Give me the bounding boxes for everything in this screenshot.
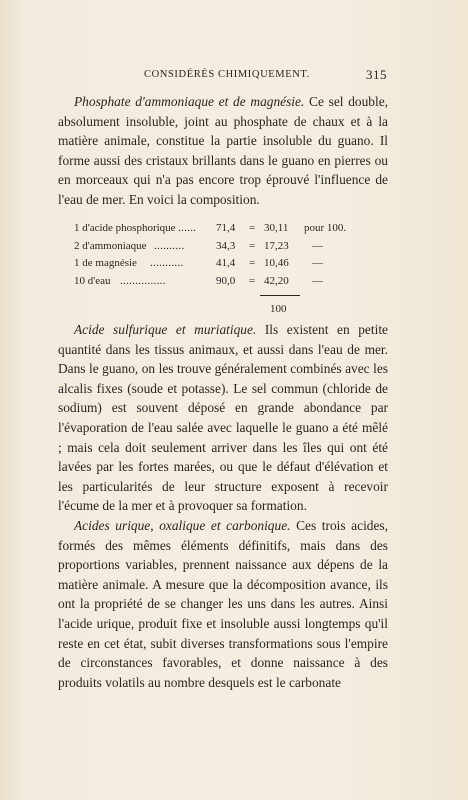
paragraph-heading: Phosphate d'ammoniaque et de magnésie. xyxy=(74,94,305,109)
component-label: 10 d'eau xyxy=(74,274,111,287)
paragraph-acids-uric xyxy=(58,516,388,692)
percent-suffix: — xyxy=(312,274,323,287)
paragraph-body: Ils existent en petite quantité dans les tissus animaux, et aussi dans l'eau de mer. Dans le guano, on les trouve généralement combinés avec les alcalis fixes (soude et potasse). Le sel commun (chloride de sodium) est souvent déposé en grande abondance par l'évaporation de l'eau salée avec laquelle le guano a été mêlé ; mais cela doit seulement arriver dans les îles qui ont été lavées par les fortes marées, ou que le défaut d'élévation et les particularités de leur structure exposent à recevoir l'écume de la mer et à provoquer sa formation. xyxy=(58,322,388,514)
equals-sign: = xyxy=(249,239,256,252)
component-label: 1 de magnésie xyxy=(74,257,137,270)
component-percent: 42,20 xyxy=(264,274,289,287)
paragraph-acids-sulfuric xyxy=(58,320,388,516)
leader-dots: ........... xyxy=(150,257,184,270)
component-label: 2 d'ammoniaque xyxy=(74,239,147,252)
table-row xyxy=(74,255,374,273)
component-percent: 17,23 xyxy=(264,239,289,252)
equals-sign: = xyxy=(249,222,256,234)
leader-dots: ............... xyxy=(120,274,166,287)
table-row xyxy=(74,273,374,291)
paragraph-body: Ce sel double, absolument insoluble, joint au phosphate de chaux et à la matière animale, constitue la partie insoluble du guano. Il forme aussi des cristaux brillants dans le guano en pierres ou en morceaux qui n'a pas encore trop éprouvé l'influence de l'eau de mer. En voici la composition. xyxy=(58,94,388,207)
component-amount: 34,3 xyxy=(216,239,236,252)
composition-table xyxy=(74,220,374,315)
component-amount: 71,4 xyxy=(216,222,236,234)
leader-dots: .......... xyxy=(154,239,185,252)
page-number: 315 xyxy=(366,67,387,82)
component-label: 1 d'acide phosphorique xyxy=(74,222,176,234)
paragraph-heading: Acide sulfurique et muriatique. xyxy=(74,322,257,337)
component-percent: 10,46 xyxy=(264,257,289,270)
component-amount: 41,4 xyxy=(216,257,236,270)
component-amount: 90,0 xyxy=(216,274,236,287)
composition-total: 100 xyxy=(270,303,287,315)
body-text xyxy=(58,320,388,692)
table-row xyxy=(74,238,374,256)
equals-sign: = xyxy=(249,257,256,270)
running-title: CONSIDÉRÉS CHIMIQUEMENT. xyxy=(144,69,310,80)
percent-suffix: — xyxy=(312,239,323,252)
component-percent: 30,11 xyxy=(264,222,289,234)
paragraph-heading: Acides urique, oxalique et carbonique. xyxy=(74,517,291,533)
equals-sign: = xyxy=(249,274,256,287)
percent-suffix: pour 100. xyxy=(304,222,347,234)
total-rule xyxy=(260,295,300,296)
paragraph-body: Ces trois acides, formés des mêmes éléments définitifs, mais dans des proportions variables, prennent naissance aux dépens de la matière animale. A mesure que la décomposition avance, ils ont la propriété de se changer les uns dans les autres. Ainsi l'acide urique, produit fixe et insoluble aussi longtemps qu'il reste en cet état, subit diverses transformations sous l'empire de circonstances favorables, et donne naissance à des produits volatils au nombre desquels est le carbonate xyxy=(58,517,388,690)
leader-dots: ...... xyxy=(178,222,197,234)
percent-suffix: — xyxy=(312,257,323,270)
paragraph-phosphate xyxy=(58,92,388,210)
table-row xyxy=(74,220,374,238)
running-head xyxy=(0,69,468,85)
